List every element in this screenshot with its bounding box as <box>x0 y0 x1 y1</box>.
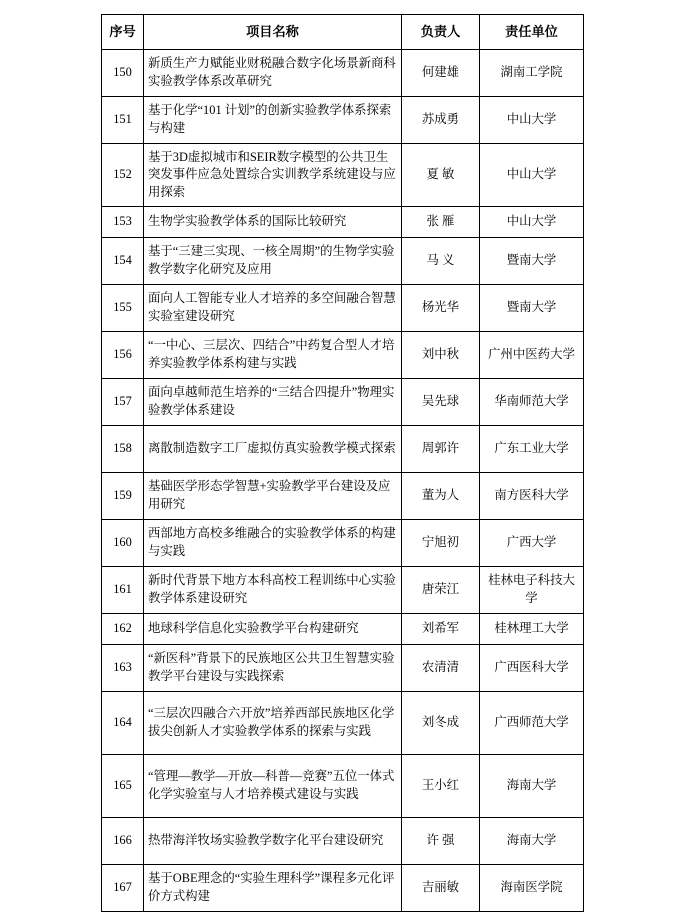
cell-project-name: 新质生产力赋能业财税融合数字化场景新商科实验教学体系改革研究 <box>144 50 402 97</box>
cell-org: 广东工业大学 <box>480 426 584 473</box>
cell-org: 湖南工学院 <box>480 50 584 97</box>
cell-org: 海南大学 <box>480 755 584 818</box>
cell-lead: 吉丽敏 <box>402 865 480 912</box>
column-header-lead: 负责人 <box>402 15 480 50</box>
column-header-no: 序号 <box>102 15 144 50</box>
table-row <box>102 520 584 567</box>
project-table-container <box>101 14 583 912</box>
cell-no: 167 <box>102 865 144 912</box>
cell-no: 158 <box>102 426 144 473</box>
column-header-name: 项目名称 <box>144 15 402 50</box>
table-row <box>102 50 584 97</box>
cell-org: 海南医学院 <box>480 865 584 912</box>
cell-no: 153 <box>102 207 144 238</box>
cell-lead: 宁旭初 <box>402 520 480 567</box>
table-row <box>102 379 584 426</box>
table-row <box>102 238 584 285</box>
cell-org: 中山大学 <box>480 97 584 144</box>
cell-lead: 何建雄 <box>402 50 480 97</box>
cell-no: 162 <box>102 614 144 645</box>
cell-lead: 马 义 <box>402 238 480 285</box>
table-row <box>102 97 584 144</box>
table-body <box>102 50 584 912</box>
cell-org: 南方医科大学 <box>480 473 584 520</box>
table-row <box>102 473 584 520</box>
cell-lead: 王小红 <box>402 755 480 818</box>
cell-project-name: 基于3D虚拟城市和SEIR数字模型的公共卫生突发事件应急处置综合实训教学系统建设与应用探索 <box>144 144 402 207</box>
cell-no: 150 <box>102 50 144 97</box>
table-row <box>102 645 584 692</box>
cell-no: 161 <box>102 567 144 614</box>
table-row <box>102 755 584 818</box>
cell-no: 154 <box>102 238 144 285</box>
cell-lead: 刘中秋 <box>402 332 480 379</box>
cell-org: 广州中医药大学 <box>480 332 584 379</box>
cell-org: 中山大学 <box>480 207 584 238</box>
cell-org: 广西大学 <box>480 520 584 567</box>
cell-project-name: 西部地方高校多维融合的实验教学体系的构建与实践 <box>144 520 402 567</box>
cell-project-name: 地球科学信息化实验教学平台构建研究 <box>144 614 402 645</box>
table-row <box>102 567 584 614</box>
cell-lead: 刘希军 <box>402 614 480 645</box>
cell-org: 海南大学 <box>480 818 584 865</box>
cell-lead: 张 雁 <box>402 207 480 238</box>
cell-project-name: “新医科”背景下的民族地区公共卫生智慧实验教学平台建设与实践探索 <box>144 645 402 692</box>
table-row <box>102 865 584 912</box>
cell-project-name: 面向人工智能专业人才培养的多空间融合智慧实验室建设研究 <box>144 285 402 332</box>
cell-no: 159 <box>102 473 144 520</box>
cell-project-name: 面向卓越师范生培养的“三结合四提升”物理实验教学体系建设 <box>144 379 402 426</box>
cell-project-name: “管理—教学—开放—科普—竞赛”五位一体式化学实验室与人才培养模式建设与实践 <box>144 755 402 818</box>
cell-lead: 苏成勇 <box>402 97 480 144</box>
cell-lead: 刘冬成 <box>402 692 480 755</box>
column-header-org: 责任单位 <box>480 15 584 50</box>
cell-org: 广西医科大学 <box>480 645 584 692</box>
table-header <box>102 15 584 50</box>
table-row <box>102 426 584 473</box>
cell-lead: 农清清 <box>402 645 480 692</box>
cell-no: 165 <box>102 755 144 818</box>
cell-project-name: 基础医学形态学智慧+实验教学平台建设及应用研究 <box>144 473 402 520</box>
cell-no: 156 <box>102 332 144 379</box>
cell-project-name: 生物学实验教学体系的国际比较研究 <box>144 207 402 238</box>
cell-lead: 夏 敏 <box>402 144 480 207</box>
cell-org: 暨南大学 <box>480 238 584 285</box>
cell-lead: 董为人 <box>402 473 480 520</box>
cell-project-name: 离散制造数字工厂虚拟仿真实验教学模式探索 <box>144 426 402 473</box>
cell-org: 中山大学 <box>480 144 584 207</box>
table-row <box>102 614 584 645</box>
cell-org: 华南师范大学 <box>480 379 584 426</box>
table-row <box>102 332 584 379</box>
cell-lead: 吴先球 <box>402 379 480 426</box>
cell-project-name: 热带海洋牧场实验教学数字化平台建设研究 <box>144 818 402 865</box>
cell-project-name: “一中心、三层次、四结合”中药复合型人才培养实验教学体系构建与实践 <box>144 332 402 379</box>
cell-no: 152 <box>102 144 144 207</box>
cell-lead: 杨光华 <box>402 285 480 332</box>
cell-project-name: 基于“三建三实现、一核全周期”的生物学实验教学数字化研究及应用 <box>144 238 402 285</box>
cell-org: 桂林理工大学 <box>480 614 584 645</box>
cell-no: 157 <box>102 379 144 426</box>
cell-no: 151 <box>102 97 144 144</box>
table-header-row <box>102 15 584 50</box>
cell-org: 暨南大学 <box>480 285 584 332</box>
table-row <box>102 818 584 865</box>
cell-project-name: “三层次四融合六开放”培养西部民族地区化学拔尖创新人才实验教学体系的探索与实践 <box>144 692 402 755</box>
cell-lead: 唐荣江 <box>402 567 480 614</box>
table-row <box>102 144 584 207</box>
cell-org: 广西师范大学 <box>480 692 584 755</box>
project-table <box>101 14 584 912</box>
cell-org: 桂林电子科技大学 <box>480 567 584 614</box>
cell-lead: 周郭许 <box>402 426 480 473</box>
cell-project-name: 基于化学“101 计划”的创新实验教学体系探索与构建 <box>144 97 402 144</box>
table-row <box>102 692 584 755</box>
cell-no: 163 <box>102 645 144 692</box>
cell-no: 155 <box>102 285 144 332</box>
table-row <box>102 285 584 332</box>
cell-project-name: 基于OBE理念的“实验生理科学”课程多元化评价方式构建 <box>144 865 402 912</box>
cell-project-name: 新时代背景下地方本科高校工程训练中心实验教学体系建设研究 <box>144 567 402 614</box>
table-row <box>102 207 584 238</box>
cell-no: 164 <box>102 692 144 755</box>
cell-no: 166 <box>102 818 144 865</box>
cell-lead: 许 强 <box>402 818 480 865</box>
cell-no: 160 <box>102 520 144 567</box>
